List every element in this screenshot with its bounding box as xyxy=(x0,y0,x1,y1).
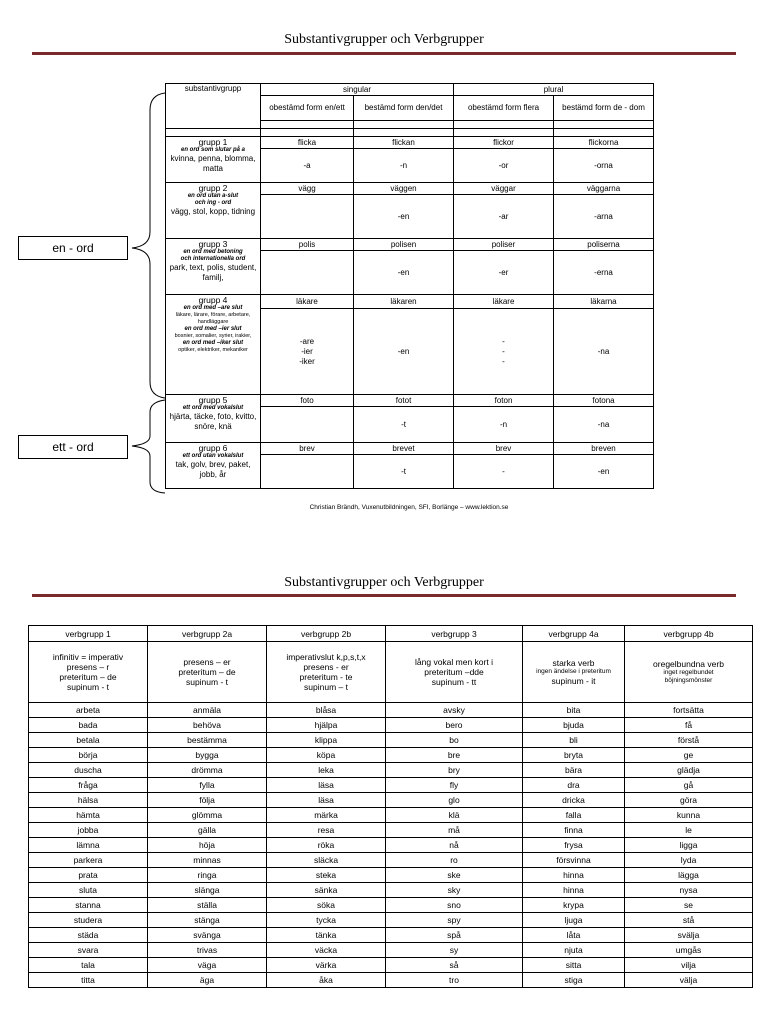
verb-cell: fylla xyxy=(148,778,267,793)
verb-cell: slänga xyxy=(148,883,267,898)
verb-cell: välja xyxy=(625,973,753,988)
word-cell: fotot xyxy=(354,395,454,407)
verb-desc-line: starka verb xyxy=(552,658,595,668)
verb-cell: bero xyxy=(386,718,523,733)
verb-cell: studera xyxy=(29,913,148,928)
verb-cell: köpa xyxy=(267,748,386,763)
verb-row xyxy=(29,928,753,943)
verb-desc-line: oregelbundna verb xyxy=(653,659,724,669)
ending-cell: - - - xyxy=(454,309,554,395)
verb-cell: ge xyxy=(625,748,753,763)
group-examples: park, text, polis, student, familj, xyxy=(169,263,257,282)
verb-cell: göra xyxy=(625,793,753,808)
ending-cell: -ar xyxy=(454,195,554,239)
group-desc: en ord med betoning xyxy=(183,249,243,255)
verb-header-2: verbgrupp 2a xyxy=(148,626,267,642)
verb-desc-1 xyxy=(29,642,148,703)
verb-cell: stänga xyxy=(148,913,267,928)
verb-cell: hämta xyxy=(29,808,148,823)
word-cell: läkare xyxy=(454,295,554,309)
group-name: grupp 4 xyxy=(198,295,228,305)
group-desc: en ord med –iker slut xyxy=(182,340,244,346)
verb-cell: avsky xyxy=(386,703,523,718)
verb-cell: så xyxy=(386,958,523,973)
verb-header-5: verbgrupp 4a xyxy=(523,626,625,642)
ending-cell: -n xyxy=(354,149,454,183)
word-cell: polis xyxy=(261,239,354,251)
group-name: grupp 5 xyxy=(198,395,228,405)
verb-cell: resa xyxy=(267,823,386,838)
verb-cell: lyda xyxy=(625,853,753,868)
ending-cell: -a xyxy=(261,149,354,183)
verb-row xyxy=(29,793,753,808)
word-cell: läkaren xyxy=(354,295,454,309)
verb-cell: släcka xyxy=(267,853,386,868)
verb-cell: tro xyxy=(386,973,523,988)
verb-cell: bestämma xyxy=(148,733,267,748)
verb-cell: hjälpa xyxy=(267,718,386,733)
ending-cell: - xyxy=(454,455,554,489)
verb-row xyxy=(29,883,753,898)
word-cell: poliser xyxy=(454,239,554,251)
verb-cell: dra xyxy=(523,778,625,793)
verb-cell: leka xyxy=(267,763,386,778)
verb-row xyxy=(29,943,753,958)
verb-cell: få xyxy=(625,718,753,733)
ending-cell: -en xyxy=(354,251,454,295)
verb-row xyxy=(29,958,753,973)
verb-cell: väga xyxy=(148,958,267,973)
verb-row xyxy=(29,703,753,718)
verb-desc-line: presens - er xyxy=(303,662,349,672)
verb-cell: sitta xyxy=(523,958,625,973)
verb-cell: prata xyxy=(29,868,148,883)
word-cell: foton xyxy=(454,395,554,407)
verb-cell: hinna xyxy=(523,883,625,898)
verb-cell: bita xyxy=(523,703,625,718)
verb-cell: låta xyxy=(523,928,625,943)
verb-row xyxy=(29,853,753,868)
verb-cell: sky xyxy=(386,883,523,898)
page-title-2: Substantivgrupper och Verbgrupper xyxy=(284,575,484,590)
verb-cell: ringa xyxy=(148,868,267,883)
verb-cell: lämna xyxy=(29,838,148,853)
verb-desc-line: presens – er xyxy=(183,657,231,667)
verb-cell: bygga xyxy=(148,748,267,763)
ett-bracket xyxy=(132,400,165,493)
verb-desc-line: supinum - t xyxy=(185,677,229,687)
verb-desc-line: presens – r xyxy=(66,662,110,672)
verb-cell: se xyxy=(625,898,753,913)
verb-row xyxy=(29,868,753,883)
verb-cell: ljuga xyxy=(523,913,625,928)
verb-cell: jobba xyxy=(29,823,148,838)
word-cell: flickan xyxy=(354,137,454,149)
verb-cell: tala xyxy=(29,958,148,973)
verb-cell: höja xyxy=(148,838,267,853)
ending-cell: -are -ier -iker xyxy=(261,309,354,395)
verb-cell: betala xyxy=(29,733,148,748)
verb-cell: bry xyxy=(386,763,523,778)
verb-cell: försvinna xyxy=(523,853,625,868)
verb-cell: krypa xyxy=(523,898,625,913)
verb-cell: dricka xyxy=(523,793,625,808)
verb-cell: vilja xyxy=(625,958,753,973)
word-cell: väggarna xyxy=(554,183,654,195)
verb-desc-line: preteritum – de xyxy=(59,672,117,682)
page-title-1: Substantivgrupper och Verbgrupper xyxy=(284,32,484,47)
group-desc: en ord med –are slut xyxy=(183,305,243,311)
verb-cell: ske xyxy=(386,868,523,883)
verb-cell: blåsa xyxy=(267,703,386,718)
ending-cell: -erna xyxy=(554,251,654,295)
verb-desc-line: preteritum – de xyxy=(178,667,236,677)
verb-cell: bjuda xyxy=(523,718,625,733)
word-cell: flickor xyxy=(454,137,554,149)
verb-cell: stanna xyxy=(29,898,148,913)
verb-cell: nå xyxy=(386,838,523,853)
verb-cell: läsa xyxy=(267,793,386,808)
verb-cell: hälsa xyxy=(29,793,148,808)
group-name: grupp 1 xyxy=(198,137,228,147)
verb-cell: hinna xyxy=(523,868,625,883)
verb-cell: falla xyxy=(523,808,625,823)
word-cell: brevet xyxy=(354,443,454,455)
group-desc: och ing - ord xyxy=(194,200,232,206)
verb-desc-small: inget regelbundet xyxy=(663,669,714,676)
word-cell: brev xyxy=(454,443,554,455)
verb-cell: bre xyxy=(386,748,523,763)
verb-cell: umgås xyxy=(625,943,753,958)
verb-desc-line: imperativslut k,p,s,t,x xyxy=(286,652,366,662)
verb-cell: spå xyxy=(386,928,523,943)
verb-cell: sy xyxy=(386,943,523,958)
verb-cell: gälla xyxy=(148,823,267,838)
verb-cell: ställa xyxy=(148,898,267,913)
verb-cell: sänka xyxy=(267,883,386,898)
group-examples: hjärta, täcke, foto, kvitto, snöre, knä xyxy=(169,412,257,431)
verb-header-6: verbgrupp 4b xyxy=(625,626,753,642)
verb-row xyxy=(29,763,753,778)
group-desc: ett ord med vokalslut xyxy=(182,405,244,411)
verb-cell: klippa xyxy=(267,733,386,748)
word-cell: breven xyxy=(554,443,654,455)
verb-cell: åka xyxy=(267,973,386,988)
group-name: grupp 6 xyxy=(198,443,228,453)
group-examples: kvinna, penna, blomma, matta xyxy=(170,154,256,173)
verb-cell: följa xyxy=(148,793,267,808)
verb-cell: söka xyxy=(267,898,386,913)
verb-cell: förstå xyxy=(625,733,753,748)
verb-cell: bryta xyxy=(523,748,625,763)
verb-header-4: verbgrupp 3 xyxy=(386,626,523,642)
verb-cell: bära xyxy=(523,763,625,778)
header-plural: plural xyxy=(454,84,654,96)
verb-cell: stiga xyxy=(523,973,625,988)
en-bracket xyxy=(132,93,165,398)
ending-cell: -t xyxy=(354,407,454,443)
verb-cell: behöva xyxy=(148,718,267,733)
ending-cell xyxy=(261,195,354,239)
verb-cell: le xyxy=(625,823,753,838)
title-rule-2 xyxy=(32,594,736,597)
verb-cell: lägga xyxy=(625,868,753,883)
verb-row xyxy=(29,973,753,988)
verb-cell: svara xyxy=(29,943,148,958)
header-substantivgrupp: substantivgrupp xyxy=(166,84,261,129)
ending-cell: -en xyxy=(354,195,454,239)
verb-cell: bli xyxy=(523,733,625,748)
verb-desc-line: supinum – t xyxy=(304,682,348,692)
word-cell: väggar xyxy=(454,183,554,195)
group-desc: och internationella ord xyxy=(180,256,246,262)
ending-cell: -en xyxy=(554,455,654,489)
verb-desc-4 xyxy=(386,642,523,703)
verb-cell: nysa xyxy=(625,883,753,898)
verb-cell: kunna xyxy=(625,808,753,823)
ending-cell: -arna xyxy=(554,195,654,239)
verb-desc-line: preteritum –dde xyxy=(424,667,484,677)
verb-cell: trivas xyxy=(148,943,267,958)
verb-cell: må xyxy=(386,823,523,838)
verb-cell: svänga xyxy=(148,928,267,943)
verb-cell: städa xyxy=(29,928,148,943)
verb-header-3: verbgrupp 2b xyxy=(267,626,386,642)
group-cell-2 xyxy=(166,183,261,239)
group-examples: vägg, stol, kopp, tidning xyxy=(170,207,256,216)
word-cell: fotona xyxy=(554,395,654,407)
group-sub-examples: bosnier, somalier, syrier, irakier, xyxy=(174,333,252,339)
header-col-1: obestämd form en/ett xyxy=(261,96,354,121)
header-col-2: bestämd form den/det xyxy=(354,96,454,121)
verb-cell: njuta xyxy=(523,943,625,958)
group-name: grupp 2 xyxy=(198,183,228,193)
header-col-4: bestämd form de - dom xyxy=(554,96,654,121)
verb-cell: glömma xyxy=(148,808,267,823)
ending-cell: -er xyxy=(454,251,554,295)
word-cell: läkarna xyxy=(554,295,654,309)
group-desc: en ord med –ier slut xyxy=(184,326,242,332)
verb-desc-line: supinum - tt xyxy=(431,677,477,687)
verb-cell: minnas xyxy=(148,853,267,868)
verb-cell: fråga xyxy=(29,778,148,793)
verb-cell: frysa xyxy=(523,838,625,853)
verb-header-1: verbgrupp 1 xyxy=(29,626,148,642)
verb-cell: äga xyxy=(148,973,267,988)
ending-cell: -orna xyxy=(554,149,654,183)
verb-cell: finna xyxy=(523,823,625,838)
group-cell-3 xyxy=(166,239,261,295)
ending-cell: -na xyxy=(554,407,654,443)
group-desc: en ord som slutar på a xyxy=(180,147,246,153)
word-cell: polisen xyxy=(354,239,454,251)
group-cell-4 xyxy=(166,295,261,395)
verb-cell: drömma xyxy=(148,763,267,778)
verb-desc-line: infinitiv = imperativ xyxy=(52,652,124,662)
verb-desc-2 xyxy=(148,642,267,703)
ending-cell: -or xyxy=(454,149,554,183)
verb-cell: glo xyxy=(386,793,523,808)
verb-cell: fortsätta xyxy=(625,703,753,718)
word-cell: väggen xyxy=(354,183,454,195)
word-cell: flickorna xyxy=(554,137,654,149)
verb-row xyxy=(29,898,753,913)
verb-cell: anmäla xyxy=(148,703,267,718)
verb-cell: stå xyxy=(625,913,753,928)
verb-cell: titta xyxy=(29,973,148,988)
group-sub-examples: optiker, elektriker, mekaniker xyxy=(178,347,248,353)
verb-cell: ro xyxy=(386,853,523,868)
verb-cell: parkera xyxy=(29,853,148,868)
group-desc: en ord utan a-slut xyxy=(187,193,239,199)
verb-desc-line: supinum - t xyxy=(66,682,110,692)
verb-cell: duscha xyxy=(29,763,148,778)
ending-cell: -na xyxy=(554,309,654,395)
verb-desc-line: preteritum - te xyxy=(299,672,353,682)
verb-row xyxy=(29,778,753,793)
group-cell-1 xyxy=(166,137,261,183)
word-cell: läkare xyxy=(261,295,354,309)
word-cell: poliserna xyxy=(554,239,654,251)
ending-cell: -n xyxy=(454,407,554,443)
word-cell: vägg xyxy=(261,183,354,195)
verb-cell: klä xyxy=(386,808,523,823)
verb-desc-6 xyxy=(625,642,753,703)
verb-cell: fly xyxy=(386,778,523,793)
group-examples: tak, golv, brev, paket, jobb, år xyxy=(175,460,251,479)
verb-desc-5 xyxy=(523,642,625,703)
verb-cell: röka xyxy=(267,838,386,853)
verb-cell: glädja xyxy=(625,763,753,778)
verb-desc-small: böjningsmönster xyxy=(664,677,713,684)
verb-cell: läsa xyxy=(267,778,386,793)
verb-row xyxy=(29,823,753,838)
ending-cell xyxy=(261,251,354,295)
verb-cell: börja xyxy=(29,748,148,763)
verb-cell: tycka xyxy=(267,913,386,928)
verb-row xyxy=(29,718,753,733)
word-cell: foto xyxy=(261,395,354,407)
verb-cell: steka xyxy=(267,868,386,883)
verb-cell: ligga xyxy=(625,838,753,853)
verb-cell: tänka xyxy=(267,928,386,943)
ending-cell xyxy=(261,407,354,443)
en-ord-label: en - ord xyxy=(18,236,128,260)
verb-cell: spy xyxy=(386,913,523,928)
group-sub-examples: läkare, lärare, förare, arbetare, handläggare xyxy=(175,312,251,325)
verb-desc-small: ingen ändelse i preteritum xyxy=(536,668,611,675)
verb-group-table xyxy=(28,625,753,988)
noun-group-table xyxy=(165,83,654,489)
verb-cell: värka xyxy=(267,958,386,973)
header-singular: singular xyxy=(261,84,454,96)
ett-ord-label: ett - ord xyxy=(18,435,128,459)
verb-cell: bo xyxy=(386,733,523,748)
word-cell: flicka xyxy=(261,137,354,149)
verb-desc-line: lång vokal men kort i xyxy=(415,657,493,667)
verb-row xyxy=(29,808,753,823)
verb-row xyxy=(29,913,753,928)
group-cell-6 xyxy=(166,443,261,489)
verb-row xyxy=(29,733,753,748)
verb-cell: sluta xyxy=(29,883,148,898)
verb-desc-line: supinum - it xyxy=(551,676,596,686)
credit-line: Christian Brändh, Vuxenutbildningen, SFI, Borlänge – www.lektion.se xyxy=(309,504,509,511)
verb-cell: sno xyxy=(386,898,523,913)
group-desc: ett ord utan vokalslut xyxy=(182,453,244,459)
verb-row xyxy=(29,838,753,853)
verb-cell: märka xyxy=(267,808,386,823)
verb-cell: väcka xyxy=(267,943,386,958)
verb-row xyxy=(29,748,753,763)
ending-cell: -t xyxy=(354,455,454,489)
word-cell: brev xyxy=(261,443,354,455)
group-cell-5 xyxy=(166,395,261,443)
verb-cell: gå xyxy=(625,778,753,793)
header-col-3: obestämd form flera xyxy=(454,96,554,121)
verb-cell: svälja xyxy=(625,928,753,943)
group-name: grupp 3 xyxy=(198,239,228,249)
verb-cell: bada xyxy=(29,718,148,733)
ending-cell: -en xyxy=(354,309,454,395)
verb-desc-3 xyxy=(267,642,386,703)
verb-cell: arbeta xyxy=(29,703,148,718)
ending-cell xyxy=(261,455,354,489)
